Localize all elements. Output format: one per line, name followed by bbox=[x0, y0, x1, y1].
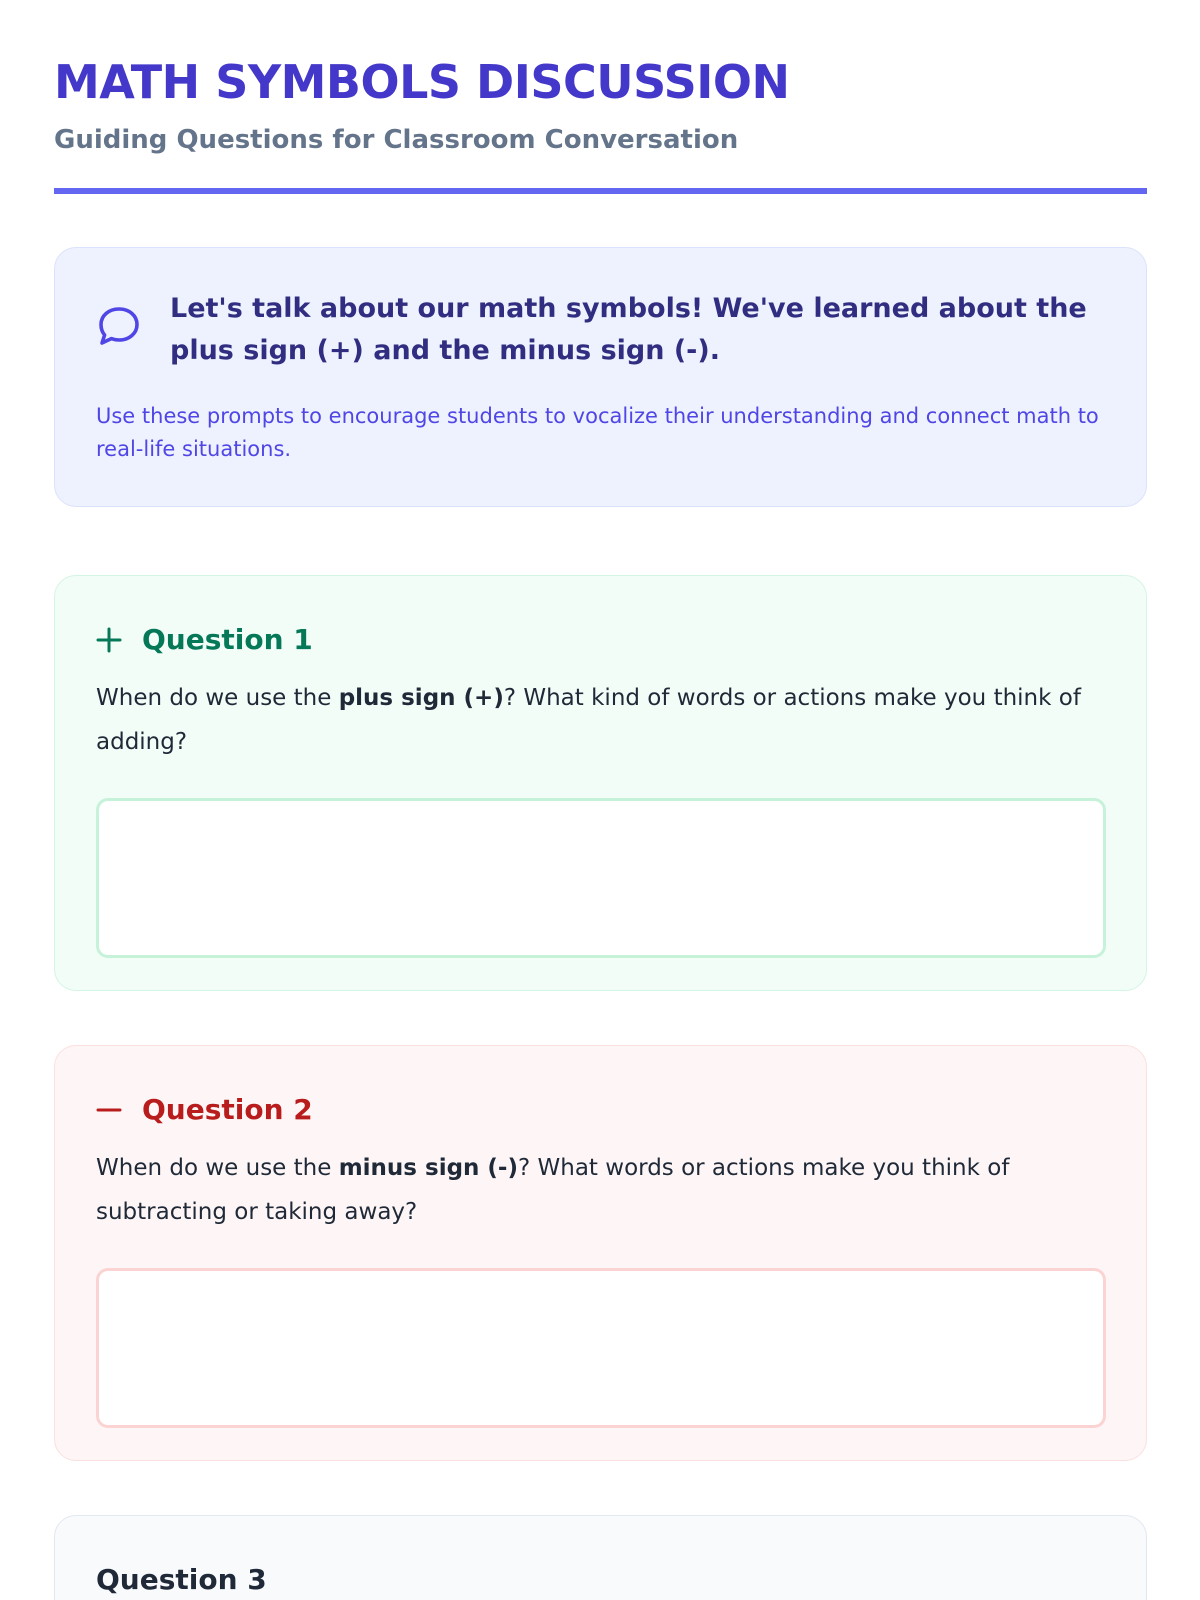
question-header bbox=[96, 1562, 1105, 1598]
question-card-3 bbox=[54, 1515, 1147, 1600]
minus-icon bbox=[96, 1097, 122, 1123]
plus-icon bbox=[96, 627, 122, 653]
speech-bubble-icon bbox=[96, 304, 142, 350]
question-text bbox=[96, 1146, 1105, 1234]
page-title: MATH SYMBOLS DISCUSSION bbox=[54, 55, 790, 109]
answer-field[interactable] bbox=[96, 1268, 1106, 1428]
question-card-2 bbox=[54, 1045, 1147, 1461]
question-text-end: ? What words or actions make you think of subtracting or taking away? bbox=[96, 1155, 1010, 1225]
header-divider bbox=[54, 188, 1147, 194]
question-header bbox=[96, 622, 1105, 658]
answer-field[interactable] bbox=[96, 798, 1106, 958]
question-text bbox=[96, 676, 1105, 764]
question-keyword: minus sign (-) bbox=[338, 1155, 518, 1181]
question-text-end: ? What kind of words or actions make you think of adding? bbox=[96, 685, 1081, 755]
question-text-start: When do we use the bbox=[96, 1155, 339, 1181]
intro-lead-text: Let's talk about our math symbols! We've learned about the plus sign (+) and the minus sign (-). bbox=[170, 293, 1087, 366]
question-title: Question 2 bbox=[142, 1093, 313, 1126]
page-subtitle: Guiding Questions for Classroom Conversation bbox=[54, 125, 739, 155]
intro-note-text: Use these prompts to encourage students to vocalize their understanding and connect math to real-life situations. bbox=[96, 404, 1099, 461]
intro-panel bbox=[54, 247, 1147, 507]
question-text-start: When do we use the bbox=[96, 685, 339, 711]
question-keyword: plus sign (+) bbox=[338, 685, 504, 711]
question-title: Question 3 bbox=[96, 1563, 267, 1596]
question-card-1 bbox=[54, 575, 1147, 991]
question-header bbox=[96, 1092, 1105, 1128]
intro-row bbox=[96, 288, 1105, 372]
question-title: Question 1 bbox=[142, 623, 313, 656]
page-header bbox=[54, 0, 1146, 194]
